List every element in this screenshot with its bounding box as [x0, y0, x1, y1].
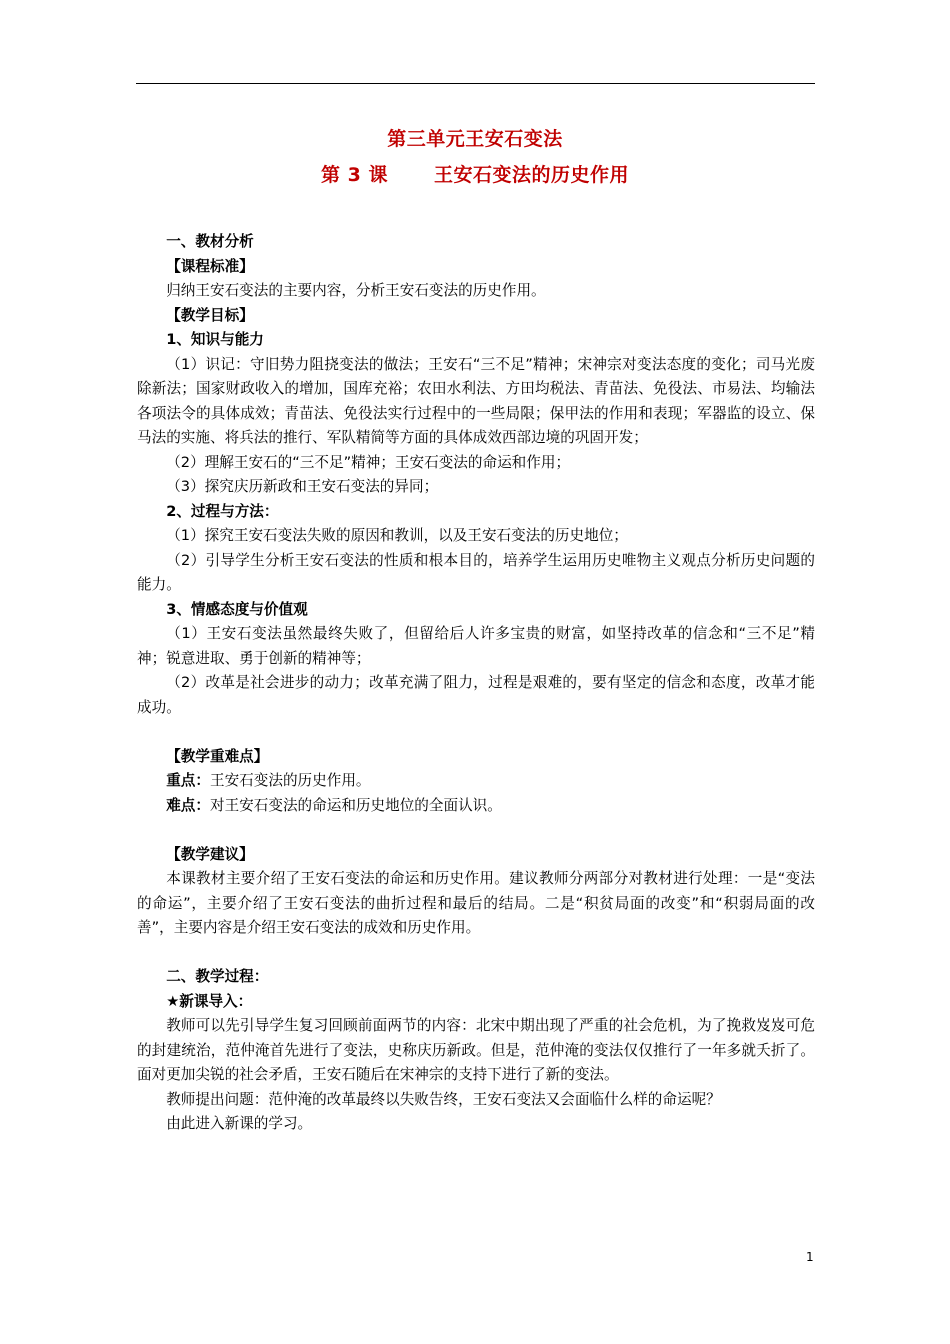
advice-heading: 【教学建议】 [166, 845, 254, 863]
knowledge-heading: 1、知识与能力 [166, 331, 264, 348]
difficult-point [137, 794, 815, 819]
curriculum-heading: 【课程标准】 [166, 257, 254, 275]
emotion-item-2: （2）改革是社会进步的动力；改革充满了阻力，过程是艰难的，要有坚定的信念和态度，改革才能成功。 [137, 674, 815, 716]
intro-paragraph-1: 教师可以先引导学生复习回顾前面两节的内容：北宋中期出现了严重的社会危机，为了挽救岌岌可危的封建统治，范仲淹首先进行了变法，史称庆历新政。但是，范仲淹的变法仅仅推行了一年多就夭折了。面对更加尖锐的社会矛盾，王安石随后在宋神宗的支持下进行了新的变法。 [137, 1017, 815, 1083]
key-point [137, 769, 815, 794]
unit-title: 第三单元王安石变法 [387, 128, 563, 150]
lesson-number: 第 3 课 [321, 164, 388, 186]
section-heading-process: 二、教学过程： [166, 968, 269, 985]
knowledge-item-3: （3）探究庆历新政和王安石变法的异同； [166, 478, 439, 495]
page-number: 1 [806, 1250, 814, 1264]
lesson-title [0, 160, 950, 187]
process-item-1: （1）探究王安石变法失败的原因和教训，以及王安石变法的历史地位； [166, 527, 628, 544]
emotion-heading: 3、情感态度与价值观 [166, 600, 308, 618]
intro-heading: ★新课导入： [166, 992, 253, 1010]
key-point-label: 重点： [166, 772, 210, 789]
key-point-text: 王安石变法的历史作用。 [209, 772, 371, 789]
difficult-point-text: 对王安石变法的命运和历史地位的全面认识。 [209, 796, 502, 814]
intro-paragraph-3: 由此进入新课的学习。 [166, 1115, 313, 1132]
intro-paragraph-2: 教师提出问题：范仲淹的改革最终以失败告终，王安石变法又会面临什么样的命运呢？ [166, 1090, 721, 1108]
document-body [137, 230, 815, 1137]
knowledge-item-1: （1）识记：守旧势力阻挠变法的做法；王安石“三不足”精神；宋神宗对变法态度的变化；司马光废除新法；国家财政收入的增加，国库充裕；农田水利法、方田均税法、青苗法、免役法、市易法、均输法各项法令的具体成效；青苗法、免役法实行过程中的一些局限；保甲法的作用和表现；军器监的设立、保马法的实施、将兵法的推行、军队精简等方面的具体成效西部边境的巩固开发； [137, 355, 815, 446]
section-heading-analysis: 一、教材分析 [166, 233, 254, 250]
emotion-item-1: （1）王安石变法虽然最终失败了，但留给后人许多宝贵的财富，如坚持改革的信念和“三不足”精神；锐意进取、勇于创新的精神等； [137, 625, 815, 667]
key-points-heading: 【教学重难点】 [166, 747, 269, 765]
goals-heading: 【教学目标】 [166, 306, 254, 324]
advice-text: 本课教材主要介绍了王安石变法的命运和历史作用。建议教师分两部分对教材进行处理：一是“变法的命运”，主要介绍了王安石变法的曲折过程和最后的结局。二是“积贫局面的改变”和“积弱局面的改善”，主要内容是介绍王安石变法的成效和历史作用。 [137, 870, 815, 936]
curriculum-text: 归纳王安石变法的主要内容，分析王安石变法的历史作用。 [166, 282, 546, 299]
difficult-point-label: 难点： [166, 796, 210, 814]
knowledge-item-2: （2）理解王安石的“三不足”精神；王安石变法的命运和作用； [166, 453, 571, 471]
process-heading: 2、过程与方法： [166, 502, 279, 520]
header-rule [136, 83, 815, 84]
lesson-name: 王安石变法的历史作用 [433, 164, 629, 186]
process-item-2: （2）引导学生分析王安石变法的性质和根本目的，培养学生运用历史唯物主义观点分析历史问题的能力。 [137, 551, 815, 593]
